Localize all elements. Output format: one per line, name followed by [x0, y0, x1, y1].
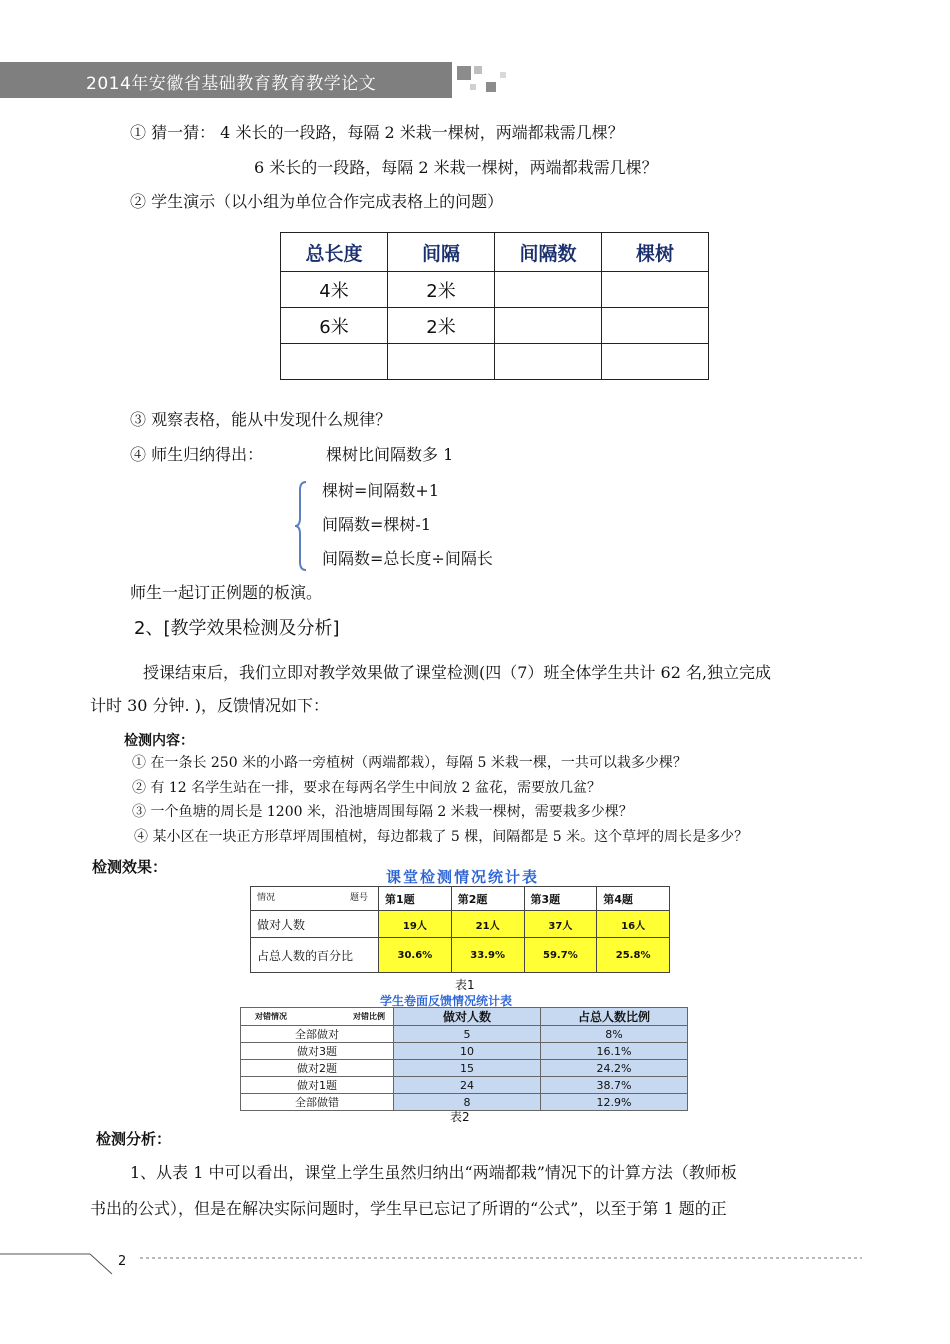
table-header: 总长度	[281, 233, 388, 272]
table-header: 间隔	[388, 233, 495, 272]
table-cell: 8	[394, 1094, 541, 1111]
analysis-label: 检测分析：	[96, 1130, 172, 1148]
header-square	[470, 84, 476, 90]
corner-label: 对错情况	[255, 1012, 287, 1021]
table-cell: 33.9%	[451, 938, 524, 973]
table-header: 棵树	[602, 233, 709, 272]
analysis-line: 书出的公式），但是在解决实际问题时，学生早已忘记了所谓的“公式”，以至于第 1 题的正	[90, 1199, 727, 1218]
table-cell: 6米	[281, 308, 388, 344]
table-cell: 24	[394, 1077, 541, 1094]
section-heading: 2、[教学效果检测及分析]	[134, 618, 340, 639]
table-cell: 16人	[597, 911, 670, 938]
corner-cell	[241, 1008, 394, 1026]
table-cell: 15	[394, 1060, 541, 1077]
table-cell: 8%	[541, 1026, 688, 1043]
table-cell: 38.7%	[541, 1077, 688, 1094]
table-cell: 16.1%	[541, 1043, 688, 1060]
header-square	[457, 66, 471, 80]
table-cell: 59.7%	[524, 938, 597, 973]
stats1-title: 课堂检测情况统计表	[386, 868, 540, 886]
guess-line-1: ① 猜一猜： 4 米长的一段路，每隔 2 米栽一棵树，两端都栽需几棵？	[130, 123, 624, 142]
table-header: 做对人数	[394, 1008, 541, 1026]
table-cell: 37人	[524, 911, 597, 938]
question-1: ① 在一条长 250 米的小路一旁植树（两端都栽），每隔 5 米栽一棵，一共可以栽多少棵？	[132, 755, 687, 771]
table-cell: 10	[394, 1043, 541, 1060]
row-label: 占总人数的百分比	[251, 938, 379, 973]
table-cell: 21人	[451, 911, 524, 938]
table-cell	[602, 344, 709, 380]
row-label: 做对1题	[241, 1077, 394, 1094]
row-label: 做对人数	[251, 911, 379, 938]
demo-line: ② 学生演示（以小组为单位合作完成表格上的问题）	[130, 192, 504, 211]
table-header: 间隔数	[495, 233, 602, 272]
table-header: 第2题	[451, 887, 524, 911]
table-cell	[495, 308, 602, 344]
stats2-caption: 表2	[450, 1110, 470, 1124]
corner-label: 情况	[257, 893, 276, 903]
table-header: 第1题	[379, 887, 452, 911]
table-cell: 25.8%	[597, 938, 670, 973]
table-cell: 5	[394, 1026, 541, 1043]
effect-label: 检测效果：	[92, 858, 168, 876]
table-cell	[495, 272, 602, 308]
header-title: 2014年安徽省基础教育教育教学论文	[86, 74, 377, 94]
table-cell: 2米	[388, 308, 495, 344]
stats2-table	[240, 1007, 688, 1111]
question-2: ② 有 12 名学生站在一排，要求在每两名学生中间放 2 盆花，需要放几盆？	[132, 780, 601, 796]
row-label: 做对2题	[241, 1060, 394, 1077]
question-3: ③ 一个鱼塘的周长是 1200 米，沿池塘周围每隔 2 米栽一棵树，需要栽多少棵？	[132, 804, 633, 820]
table-header: 占总人数比例	[541, 1008, 688, 1026]
formula-1: 棵树=间隔数+1	[322, 481, 439, 500]
table-cell: 19人	[379, 911, 452, 938]
table-cell: 4米	[281, 272, 388, 308]
brace-icon	[294, 480, 308, 572]
header-square	[474, 66, 482, 74]
header-square	[500, 72, 506, 78]
guess-line-2: 6 米长的一段路，每隔 2 米栽一棵树，两端都栽需几棵？	[254, 158, 658, 177]
table-cell	[281, 344, 388, 380]
stats1-table	[250, 886, 670, 973]
formula-3: 间隔数=总长度÷间隔长	[322, 549, 493, 568]
tree-table	[280, 232, 709, 380]
table-cell: 12.9%	[541, 1094, 688, 1111]
paragraph-line: 计时 30 分钟. )，反馈情况如下：	[90, 696, 329, 715]
table-header: 第3题	[524, 887, 597, 911]
analysis-line: 1、从表 1 中可以看出，课堂上学生虽然归纳出“两端都栽”情况下的计算方法（教师板	[130, 1163, 737, 1182]
question-4: ④ 某小区在一块正方形草坪周围植树，每边都栽了 5 棵，间隔都是 5 米。这个草坪的周长是多少？	[134, 829, 749, 845]
table-cell: 30.6%	[379, 938, 452, 973]
stats2-title: 学生卷面反馈情况统计表	[380, 994, 513, 1008]
corner-label: 对错比例	[353, 1012, 385, 1021]
paragraph-line: 授课结束后，我们立即对教学效果做了课堂检测(四（7）班全体学生共计 62 名,独立完成	[143, 663, 772, 682]
row-label: 全部做错	[241, 1094, 394, 1111]
stats1-caption: 表1	[455, 978, 475, 992]
summary-label: ④ 师生归纳得出：	[130, 445, 264, 464]
formula-2: 间隔数=棵树-1	[322, 515, 431, 534]
observe-line: ③ 观察表格，能从中发现什么规律？	[130, 410, 392, 429]
board-line: 师生一起订正例题的板演。	[130, 583, 323, 602]
table-cell: 2米	[388, 272, 495, 308]
page-number: 2	[118, 1254, 127, 1269]
table-header: 第4题	[597, 887, 670, 911]
row-label: 全部做对	[241, 1026, 394, 1043]
table-cell	[495, 344, 602, 380]
table-cell	[602, 272, 709, 308]
corner-cell	[251, 887, 379, 911]
footer-rule	[0, 1240, 950, 1280]
summary-text: 棵树比间隔数多 1	[326, 445, 454, 464]
row-label: 做对3题	[241, 1043, 394, 1060]
content-label: 检测内容：	[124, 733, 194, 749]
header-square	[486, 82, 496, 92]
corner-label: 题号	[349, 893, 368, 903]
table-cell: 24.2%	[541, 1060, 688, 1077]
table-cell	[388, 344, 495, 380]
table-cell	[602, 308, 709, 344]
